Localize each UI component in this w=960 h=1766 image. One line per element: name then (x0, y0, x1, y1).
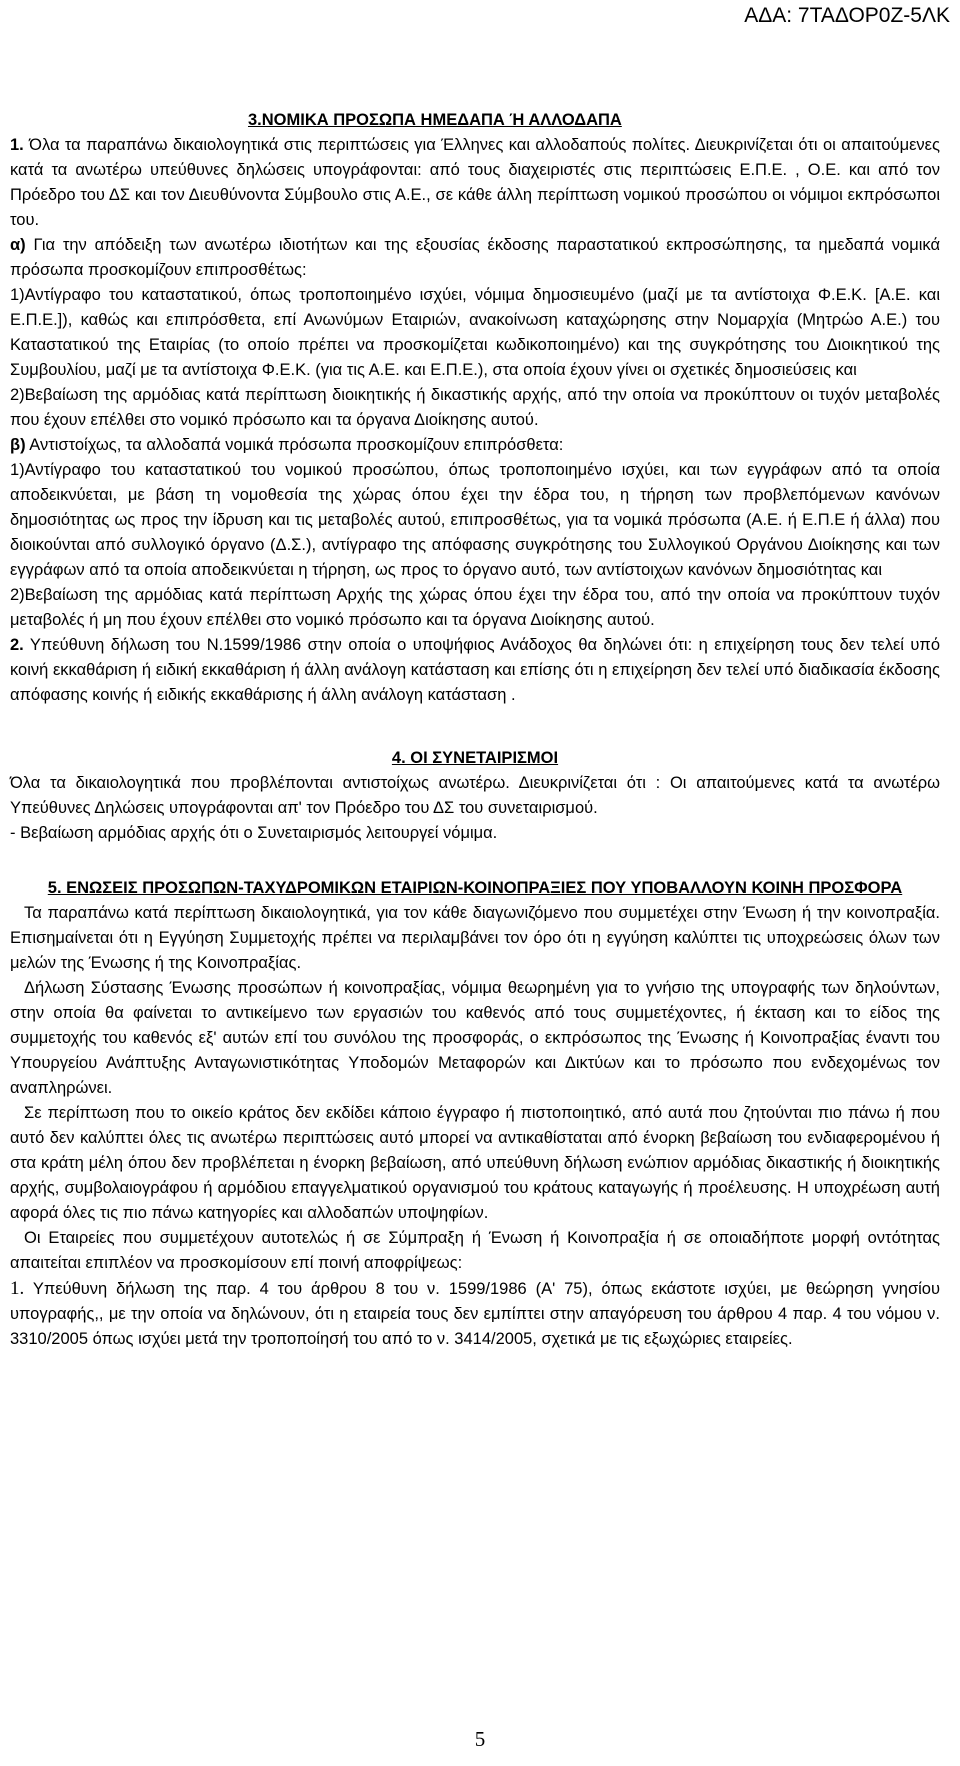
s3-p1-number: 1. (10, 136, 24, 154)
section-5-title: 5. ΕΝΩΣΕΙΣ ΠΡΟΣΩΠΩΝ-ΤΑΧΥΔΡΟΜΙΚΩΝ ΕΤΑΙΡΙΩΝ-ΚΟΙΝΟΠΡΑΞΙΕΣ ΠΟΥ ΥΠΟΒΑΛΛΟΥΝ ΚΟΙΝΗ ΠΡΟΣΦΟΡΑ (47, 879, 903, 897)
s3-paragraph-b (10, 433, 940, 458)
document-body (10, 108, 940, 1352)
s5-paragraph-1: Τα παραπάνω κατά περίπτωση δικαιολογητικά, για τον κάθε διαγωνιζόμενο που συμμετέχει στην Ένωση ή την κοινοπραξία. Επισημαίνεται ότι η Εγγύηση Συμμετοχής πρέπει να περιλαμβάνει τον όρο ότι η εγγύηση καλύπτει τις υποχρεώσεις όλων των μελών της Ένωσης ή της Κοινοπραξίας. (10, 904, 940, 972)
s3-a-item-1: 1)Αντίγραφο του καταστατικού, όπως τροποποιημένο ισχύει, νόμιμα δημοσιευμένο (μαζί με τα αντίστοιχα Φ.Ε.Κ. [Α.Ε. και Ε.Π.Ε.]), καθώς και επιπρόσθετα, επί Ανωνύμων Εταιριών, ανακοίνωση καταχώρησης στην Νομαρχία (Μητρώο Α.Ε.) του Καταστατικού της Εταιρίας (το οποίο πρέπει να προσκομίζεται κωδικοποιημένο) και της συγκρότησης του Διοικητικού της Συμβουλίου, μαζί με τα αντίστοιχα Φ.Ε.Κ. (για τις Α.Ε. και Ε.Π.Ε.), στα οποία έχουν γίνει οι σχετικές δημοσιεύσεις και (10, 286, 940, 379)
s3-paragraph-a (10, 233, 940, 283)
s3-a-text: Για την απόδειξη των ανωτέρω ιδιοτήτων και της εξουσίας έκδοσης παραστατικού εκπροσώπησης, τα ημεδαπά νομικά πρόσωπα προσκομίζουν επιπροσθέτως: (10, 236, 940, 279)
s3-paragraph-1 (10, 133, 940, 233)
s5-item-1-number: 1. (10, 1278, 25, 1299)
s3-b-item-1: 1)Αντίγραφο του καταστατικού του νομικού προσώπου, όπως τροποποιημένο ισχύει, και των εγγράφων από τα οποία αποδεικνύεται, με βάση τη νομοθεσία της χώρας όπου έχει την έδρα του, η τήρηση των προβλεπόμενων κανόνων δημοσιότητας ως προς την ίδρυση και τις μεταβολές αυτού, επιπροσθέτως, για τα νομικά πρόσωπα (Α.Ε. ή Ε.Π.Ε ή άλλα) που διοικούνται από συλλογικό όργανο (Δ.Σ.), αντίγραφο της απόφασης συγκρότησης του Συλλογικού Οργάνου Διοίκησης και των εγγράφων από τα οποία αποδεικνύεται η τήρηση, ως προς το όργανο αυτό, των αντίστοιχων κανόνων δημοσιότητας και (10, 461, 940, 579)
s4-paragraph-2: - Βεβαίωση αρμόδιας αρχής ότι ο Συνεταιρισμός λειτουργεί νόμιμα. (10, 824, 498, 842)
s3-b-item-2: 2)Βεβαίωση της αρμόδιας κατά περίπτωση Αρχής της χώρας όπου έχει την έδρα του, από την οποία να προκύπτουν τυχόν μεταβολές ή μη που έχουν επέλθει στο νομικό πρόσωπο και τα όργανα Διοίκησης αυτού. (10, 586, 940, 629)
ada-code: ΑΔΑ: 7ΤΑΔΟΡ0Ζ-5ΛΚ (744, 4, 950, 27)
s3-b-label: β) (10, 436, 26, 454)
s5-paragraph-2: Δήλωση Σύστασης Ένωσης προσώπων ή κοινοπραξίας, νόμιμα θεωρημένη για το γνήσιο της υπογραφής των δηλούντων, στην οποία θα φαίνεται το αντικείμενο των εργασιών του καθενός από τους συμμετέχοντες, ή έκταση και το είδος της συμμετοχής του καθενός εξ' αυτών επί του συνόλου της προσφοράς, ο εκπρόσωπος της Ένωσης ή Κοινοπραξίας έναντι του Υπουργείου Ανάπτυξης Ανταγωνιστικότητας Υποδομών Μεταφορών και Δικτύων και το πρόσωπο που ενδεχομένως τον αναπληρώνει. (10, 979, 940, 1097)
s5-paragraph-4: Οι Εταιρείες που συμμετέχουν αυτοτελώς ή σε Σύμπραξη ή Ένωση ή Κοινοπραξία ή σε οποιαδήποτε μορφή οντότητας απαιτείται επιπλέον να προσκομίσουν επί ποινή αποφρίψεως: (10, 1229, 940, 1272)
s3-a-label: α) (10, 236, 26, 254)
section-3-title: 3.ΝΟΜΙΚΑ ΠΡΟΣΩΠΑ ΗΜΕΔΑΠΑ Ή ΑΛΛΟΔΑΠΑ (248, 111, 622, 129)
page-number: 5 (474, 1727, 486, 1751)
s3-p2-number: 2. (10, 636, 24, 654)
s3-b-text: Αντιστοίχως, τα αλλοδαπά νομικά πρόσωπα προσκομίζουν επιπρόσθετα: (25, 436, 564, 454)
s5-paragraph-3: Σε περίπτωση που το οικείο κράτος δεν εκδίδει κάποιο έγγραφο ή πιστοποιητικό, από αυτά που ζητούνται πιο πάνω ή που αυτό δεν καλύπτει όλες τις ανωτέρω περιπτώσεις αυτό μπορεί να αντικαθίσταται από ένορκη βεβαίωση του ενδιαφερομένου ή στα κράτη μέλη όπου δεν προβλέπεται η ένορκη βεβαίωση, από υπεύθυνη δήλωση ενώπιον αρμόδιας δικαστικής ή διοικητικής αρχής, συμβολαιογράφου ή αρμόδιου επαγγελματικού οργανισμού του κράτους καταγωγής ή προέλευσης. Η υποχρέωση αυτή αφορά όλες τις πιο πάνω κατηγορίες και αλλοδαπών υποψηφίων. (10, 1104, 940, 1222)
s3-paragraph-2 (10, 633, 940, 708)
section-4-title: 4. ΟΙ ΣΥΝΕΤΑΙΡΙΣΜΟΙ (391, 749, 559, 767)
s3-p1-text: Όλα τα παραπάνω δικαιολογητικά στις περιπτώσεις για Έλληνες και αλλοδαπούς πολίτες. Διευκρινίζεται ότι οι απαιτούμενες κατά τα ανωτέρω υπεύθυνες δηλώσεις υπογράφονται: από τους διαχειριστές στις περιπτώσεις Ε.Π.Ε. , Ο.Ε. και από τον Πρόεδρο του ΔΣ και τον Διευθύνοντα Σύμβουλο στις Α.Ε., σε κάθε άλλη περίπτωση νομικού προσώπου οι νόμιμοι εκπρόσωποι του. (10, 136, 940, 229)
s3-a-item-2: 2)Βεβαίωση της αρμόδιας κατά περίπτωση διοικητικής ή δικαστικής αρχής, από την οποία να προκύπτουν οι τυχόν μεταβολές που έχουν επέλθει στο νομικό πρόσωπο και τα όργανα Διοίκησης αυτού. (10, 386, 940, 429)
s5-item-1 (10, 1276, 940, 1352)
s3-p2-text: Υπεύθυνη δήλωση του Ν.1599/1986 στην οποία ο υποψήφιος Ανάδοχος θα δηλώνει ότι: η επιχείρηση τους δεν τελεί υπό κοινή εκκαθάριση ή ειδική εκκαθάριση ή άλλη ανάλογη κατάσταση και επίσης ότι η επιχείρηση δεν τελεί υπό διαδικασία έκδοσης απόφασης κοινής ή ειδικής εκκαθάρισης ή άλλη ανάλογη κατάσταση . (10, 636, 940, 704)
s4-paragraph-1: Όλα τα δικαιολογητικά που προβλέπονται αντιστοίχως ανωτέρω. Διευκρινίζεται ότι : Οι απαιτούμενες κατά τα ανωτέρω Υπεύθυνες Δηλώσεις υπογράφονται απ' τον Πρόεδρο του ΔΣ του συνεταιρισμού. (10, 774, 940, 817)
s5-item-1-text: Υπεύθυνη δήλωση της παρ. 4 του άρθρου 8 του ν. 1599/1986 (Α' 75), όπως εκάστοτε ισχύει, με θεώρηση γνησίου υπογραφής,, με την οποία να δηλώνουν, ότι η εταιρεία τους δεν εμπίπτει στην απαγόρευση του άρθρου 4 παρ. 4 του νόμου ν. 3310/2005 όπως ισχύει μετά την τροποποίησή του από το ν. 3414/2005, σχετικά με τις εξωχώριες εταιρείες. (10, 1280, 940, 1348)
